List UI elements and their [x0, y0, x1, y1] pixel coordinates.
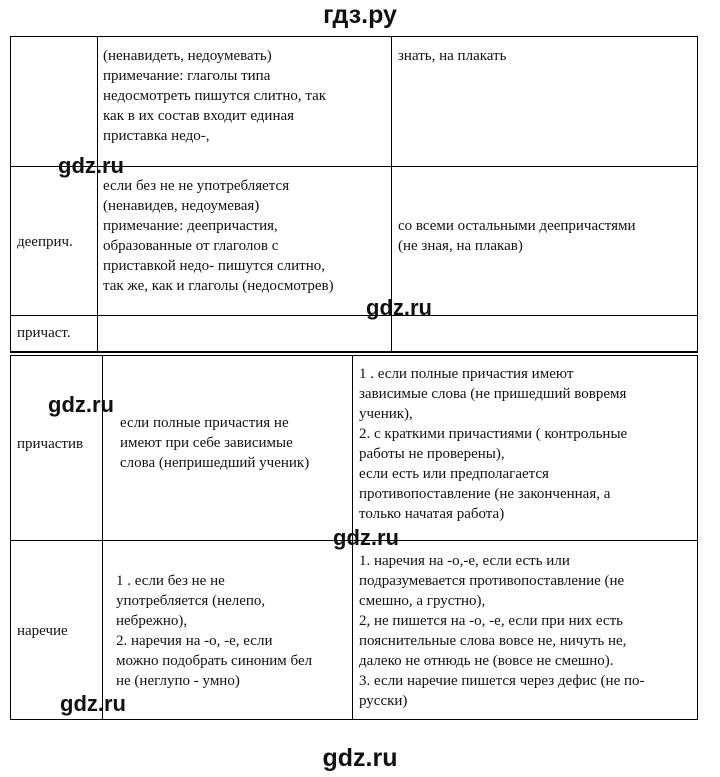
table1-right-border	[697, 36, 698, 352]
table1-row2-rule-text: если без не не употребляется (ненавидев, недоумевая) примечание: деепричастия, образованные от глаголов с приставкой недо- пишутся слитно, так же, как и глаголы (недосмотрев)	[103, 178, 334, 294]
watermark: gdz.ru	[58, 153, 124, 178]
table1-top-border	[10, 36, 698, 37]
table1-row1-rule-text: (ненавидеть, недоумевать) примечание: глаголы типа недосмотреть пишутся слитно, так как в их состав входит единая приставка недо-,	[103, 48, 327, 144]
watermark: gdz.ru	[333, 525, 399, 550]
table1-row2-exception-text: со всеми остальными деепричастями (не зная, на плакав)	[398, 218, 636, 254]
table2-row2-rule-text: 1 . если без не не употребляется (нелепо, небрежно), 2. наречия на -о, -е, если можно подобрать синоним бел не (неглупо - умно)	[116, 573, 313, 689]
table1-row2-divider	[10, 315, 698, 316]
watermark: gdz.ru	[60, 691, 126, 716]
table2-bottom-border	[10, 719, 698, 720]
table2-top-border	[10, 355, 698, 356]
table2-row2-exception-text: 1. наречия на -о,-е, если есть или подразумевается противопоставление (не смешно, а грустно), 2, не пишется на -о, -е, если при них есть пояснительные слова вовсе не, ничуть не, далеко не отнюдь не (вовсе не смешно). 3. если наречие пишется через дефис (не по- русски)	[359, 553, 645, 709]
table2-row1-rule-text: если полные причастия не имеют при себе зависимые слова (непришедший ученик)	[120, 415, 310, 471]
table1-left-border	[10, 36, 11, 352]
site-footer: gdz.ru	[322, 744, 398, 772]
table2-left-border	[10, 355, 11, 720]
site-header: гдз.ру	[323, 1, 397, 29]
table2-row2-category: наречие	[17, 623, 68, 639]
watermark: gdz.ru	[48, 392, 114, 417]
watermark: gdz.ru	[366, 295, 432, 320]
table1-row2-category: дееприч.	[17, 234, 73, 250]
table1-row3-category: причаст.	[17, 325, 71, 341]
table2-row1-category: причастив	[17, 436, 84, 452]
table1-row1-exception-text: знать, на плакать	[398, 48, 507, 64]
table1-bottom-border	[10, 351, 698, 353]
table2-right-border	[697, 355, 698, 720]
table2-row1-exception-text: 1 . если полные причастия имеют зависимые слова (не пришедший вовремя ученик), 2. с краткими причастиями ( контрольные работы не проверены), если есть или предполагается противопоставление (не законченная, а только начатая работа)	[359, 366, 628, 522]
table1-col1-divider	[97, 36, 98, 352]
